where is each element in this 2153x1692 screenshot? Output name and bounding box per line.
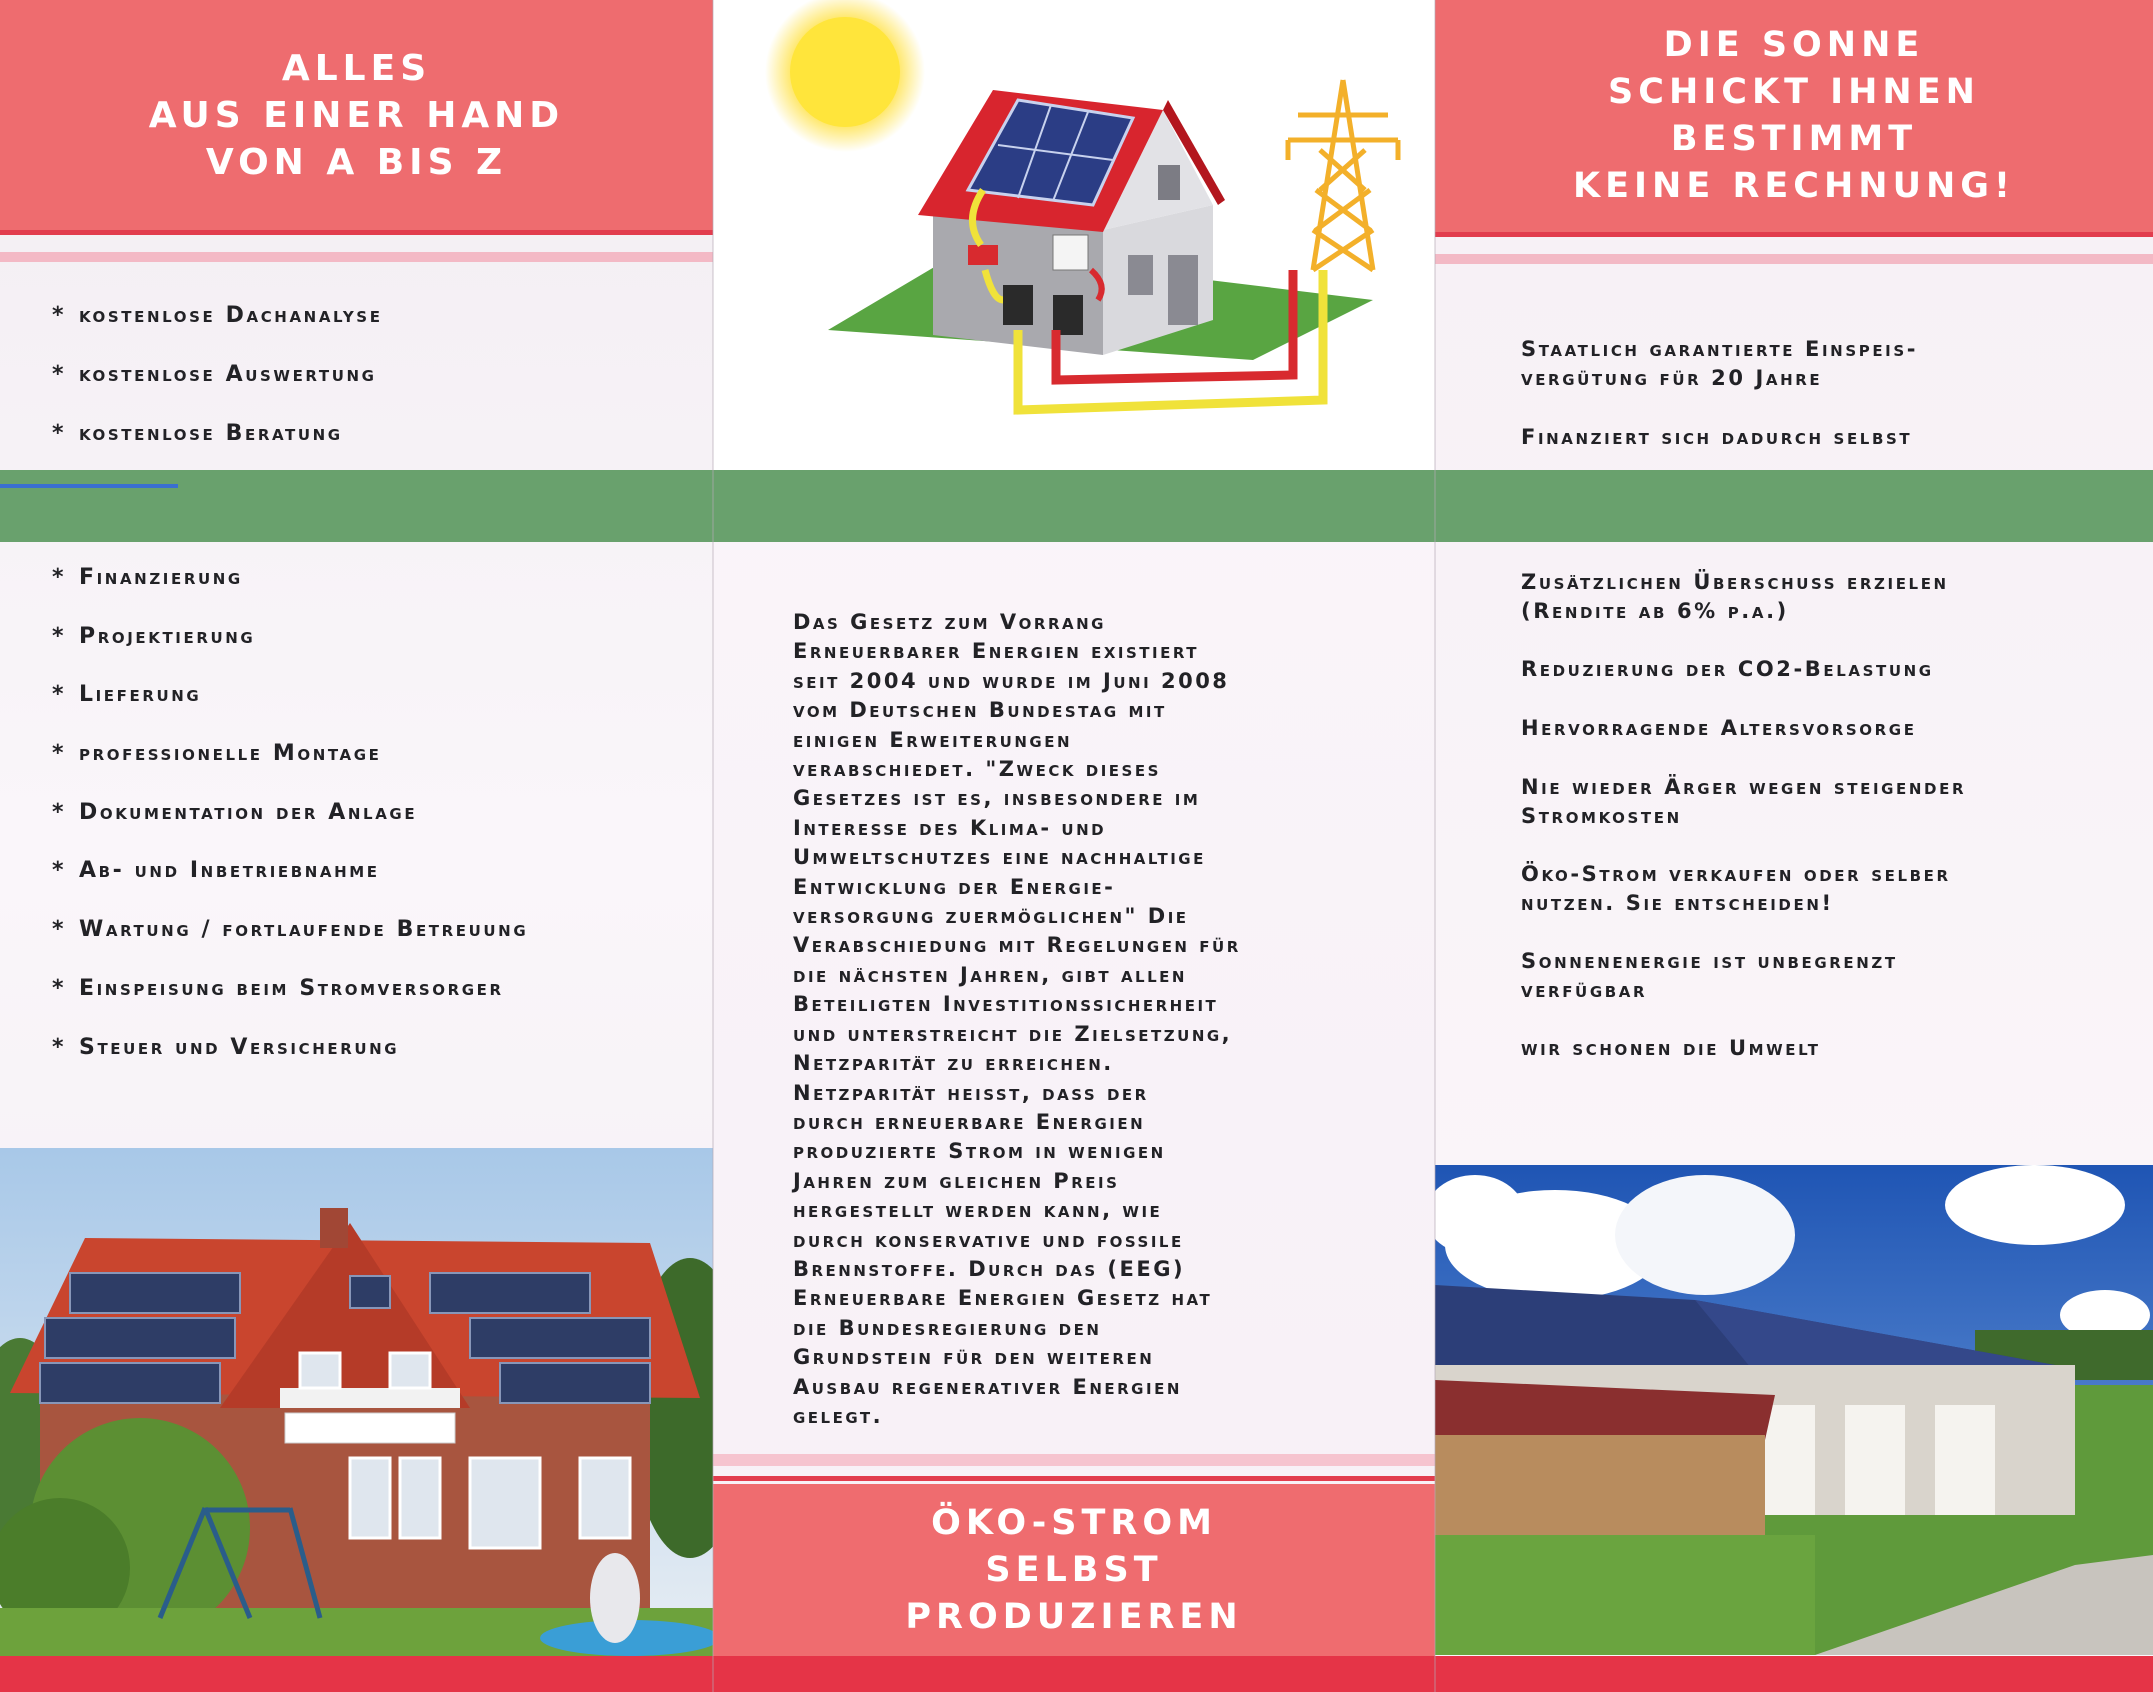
footer-heading-line: ÖKO-STROM <box>931 1502 1217 1543</box>
list-item: * Projektierung <box>52 623 256 649</box>
text-line: die Bundesregierung den <box>793 1315 1102 1340</box>
list-item: * Einspeisung beim Stromversorger <box>52 975 504 1001</box>
list-item: Öko-Strom verkaufen oder selber nutzen. Sie entscheiden! <box>1521 862 1951 915</box>
list-item: wir schonen die Umwelt <box>1521 1036 1821 1060</box>
text-line: Umweltschutzes eine nachhaltige <box>793 845 1206 870</box>
list-item: * kostenlose Auswertung <box>52 362 377 387</box>
text-line: Grundstein für den weiteren <box>793 1345 1155 1370</box>
text-line: Entwicklung der Energie- <box>793 874 1116 899</box>
list-item: * kostenlose Dachanalyse <box>52 303 383 328</box>
text-line: Verabschiedung mit Regelungen für <box>793 933 1241 958</box>
list-item: * Steuer und Versicherung <box>52 1034 400 1060</box>
list-item: * Wartung / fortlaufende Betreuung <box>52 917 529 943</box>
green-band <box>1435 470 2153 542</box>
benefits-list-top <box>1521 335 1918 452</box>
text-line: Erneuerbarer Energien existiert <box>793 639 1199 664</box>
list-item: Staatlich garantierte Einspeis- vergütung für 20 Jahre <box>1521 337 1919 390</box>
blue-accent-line <box>0 484 178 488</box>
text-line: Jahren zum gleichen Preis <box>793 1168 1120 1193</box>
bottom-stripe <box>1435 1656 2153 1692</box>
solar-house-graphic <box>713 0 1435 470</box>
benefits-list-bottom <box>1521 568 1966 1093</box>
bottom-stripe <box>0 1656 713 1692</box>
footer-heading-line: SELBST <box>985 1549 1163 1590</box>
middle-panel <box>713 0 1435 1692</box>
list-item: * Lieferung <box>52 682 202 708</box>
fold-line <box>712 0 714 1692</box>
text-line: Ausbau regenerativer Energien <box>793 1374 1182 1399</box>
barn-photo <box>1435 1165 2153 1655</box>
right-heading <box>1435 0 2153 232</box>
list-item: * Dokumentation der Anlage <box>52 799 418 825</box>
text-line: Brennstoffe. Durch das (EEG) <box>793 1256 1186 1281</box>
right-heading-line: BESTIMMT <box>1670 119 1918 159</box>
divider <box>1435 254 2153 264</box>
solar-house-illustration <box>713 0 1435 470</box>
text-line: versorgung zuermöglichen" Die <box>793 904 1189 929</box>
text-line: Netzparität zu erreichen. <box>793 1051 1114 1076</box>
divider <box>1435 232 2153 237</box>
text-line: verabschiedet. "Zweck dieses <box>793 757 1161 782</box>
left-heading-line: VON A BIS Z <box>205 141 508 183</box>
list-item: Zusätzlichen Überschuss erzielen (Rendite ab 6% p.a.) <box>1521 570 1949 623</box>
list-item: * Ab- und Inbetriebnahme <box>52 858 380 884</box>
text-line: Beteiligten Investitionssicherheit <box>793 992 1219 1017</box>
text-line: Das Gesetz zum Vorrang <box>793 610 1106 634</box>
text-line: durch erneuerbare Energien <box>793 1109 1146 1134</box>
footer-heading <box>713 1484 1435 1656</box>
list-item: * kostenlose Beratung <box>52 421 343 446</box>
text-line: gelegt. <box>793 1403 884 1428</box>
text-line: Gesetzes ist es, insbesondere im <box>793 786 1201 811</box>
divider <box>0 252 713 262</box>
text-line: und unterstreicht die Zielsetzung, <box>793 1021 1233 1046</box>
text-line: durch konservative und fossile <box>793 1227 1184 1252</box>
list-item: Nie wieder Ärger wegen steigender Stromkosten <box>1521 775 1967 828</box>
right-heading-line: DIE SONNE <box>1663 25 1925 65</box>
footer-heading-line: PRODUZIEREN <box>905 1596 1243 1637</box>
house-photo-image <box>0 1148 713 1656</box>
list-item: * Finanzierung <box>52 565 243 590</box>
left-heading <box>0 0 713 230</box>
list-item: Hervorragende Altersvorsorge <box>1521 716 1917 740</box>
eeg-body-text <box>793 608 1393 1431</box>
bottom-stripe <box>713 1656 1435 1692</box>
green-band <box>713 470 1435 542</box>
list-item: Reduzierung der CO2-Belastung <box>1521 657 1934 681</box>
services-list-top <box>52 300 383 477</box>
text-line: vom Deutschen Bundestag mit <box>793 698 1167 723</box>
right-panel <box>1435 0 2153 1692</box>
divider <box>713 1476 1435 1481</box>
text-line: seit 2004 und wurde im Juni 2008 <box>793 668 1230 693</box>
text-line: Interesse des Klima- und <box>793 815 1107 840</box>
barn-photo-image <box>1435 1165 2153 1655</box>
divider <box>713 1454 1435 1466</box>
text-line: hergestellt werden kann, wie <box>793 1198 1163 1223</box>
power-pylon-icon <box>1288 80 1398 270</box>
left-panel <box>0 0 713 1692</box>
services-list-bottom <box>52 562 528 1090</box>
list-item: Sonnenenergie ist unbegrenzt verfügbar <box>1521 949 1898 1002</box>
right-heading-line: SCHICKT IHNEN <box>1608 72 1980 112</box>
right-heading-line: KEINE RECHNUNG! <box>1573 166 2015 206</box>
list-item: * professionelle Montage <box>52 741 382 767</box>
divider <box>0 230 713 235</box>
house-photo <box>0 1148 713 1656</box>
list-item: Finanziert sich dadurch selbst <box>1521 425 1913 449</box>
fold-line <box>1434 0 1436 1692</box>
text-line: die nächsten Jahren, gibt allen <box>793 962 1187 987</box>
text-line: Netzparität heisst, dass der <box>793 1080 1149 1105</box>
left-heading-line: ALLES <box>281 47 432 89</box>
text-line: Erneuerbare Energien Gesetz hat <box>793 1286 1213 1311</box>
text-line: einigen Erweiterungen <box>793 727 1073 752</box>
text-line: produzierte Strom in wenigen <box>793 1139 1166 1164</box>
left-heading-line: AUS EINER HAND <box>148 94 565 136</box>
green-band <box>0 470 713 542</box>
